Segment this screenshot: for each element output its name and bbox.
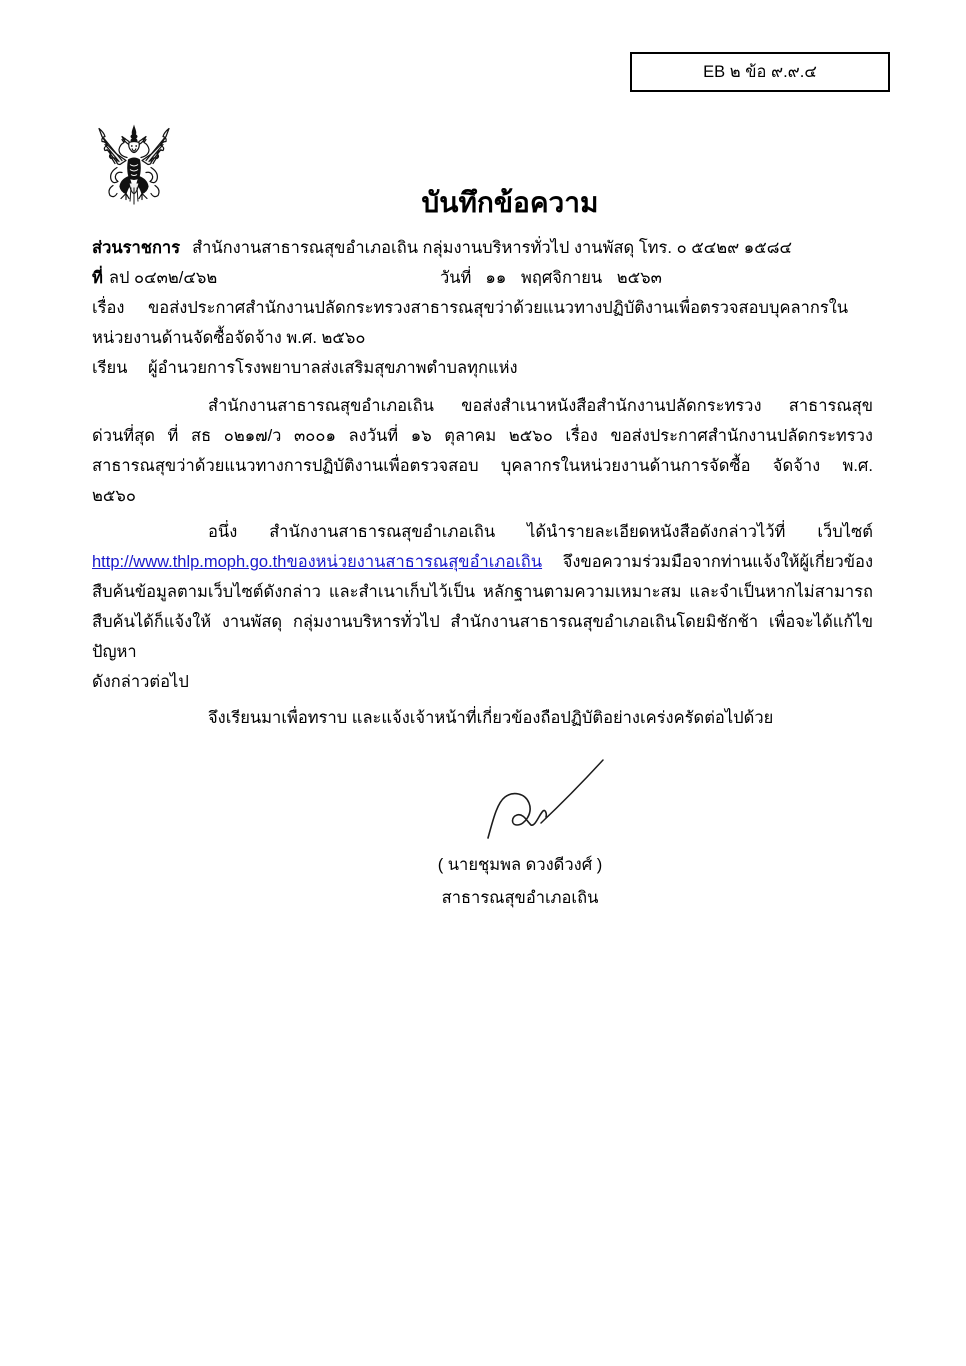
recipient-label: เรียน	[92, 359, 128, 377]
number-value: ลป ๐๔๓๒/๔๖๒	[108, 269, 218, 287]
number-date-line	[92, 263, 873, 293]
memo-content	[92, 233, 873, 913]
paragraph-3	[92, 703, 873, 733]
reference-code: EB ๒ ข้อ ๙.๙.๔	[703, 63, 817, 81]
date-value: ๑๑ พฤศจิกายน ๒๕๖๓	[485, 269, 662, 287]
subject-line-continued: หน่วยงานด้านจัดซื้อจัดจ้าง พ.ศ. ๒๕๖๐	[92, 329, 366, 347]
number-label: ที่	[92, 269, 103, 287]
date-field	[440, 263, 662, 293]
paragraph-line-text: จึงขอความร่วมมือจากท่านแจ้งให้ผู้เกี่ยวข้อง	[562, 553, 873, 571]
paragraph-1	[92, 391, 873, 511]
website-link[interactable]: http://www.thlp.moph.go.thของหน่วยงานสาธารณสุขอำเภอเถิน	[92, 553, 543, 571]
paragraph-line: ดังกล่าวต่อไป	[92, 673, 189, 691]
recipient-line	[92, 353, 873, 383]
subject-text: ขอส่งประกาศสำนักงานปลัดกระทรวงสาธารณสุขว่าด้วยแนวทางปฏิบัติงานเพื่อตรวจสอบบุคลากรใน	[148, 299, 849, 317]
paragraph-line-with-link	[92, 547, 873, 577]
paragraph-line: ด่วนที่สุด ที่ สธ ๐๒๑๗/ว ๓๐๐๑ ลงวันที่ ๑๖ ตุลาคม ๒๕๖๐ เรื่อง ขอส่งประกาศสำนักงานปลัดกระทรวง	[92, 427, 873, 445]
subject-line	[92, 293, 873, 323]
recipient-text: ผู้อำนวยการโรงพยาบาลส่งเสริมสุขภาพตำบลทุกแห่ง	[148, 359, 518, 377]
garuda-emblem	[95, 123, 173, 208]
paragraph-line: อนึ่ง สำนักงานสาธารณสุขอำเภอเถิน ได้นำรายละเอียดหนังสือดังกล่าวไว้ที่ เว็บไซต์	[208, 523, 873, 541]
signatory-name: ( นายชุมพล ดวงดีวงศ์ )	[437, 856, 603, 874]
date-label: วันที่	[440, 269, 472, 287]
subject-label: เรื่อง	[92, 299, 125, 317]
paragraph-line: สืบค้นข้อมูลตามเว็บไซต์ดังกล่าว และสำเนาเก็บไว้เป็น หลักฐานตามความเหมาะสม และจำเป็นหากไม่สามารถ	[92, 583, 873, 601]
paragraph-line: ๒๕๖๐	[92, 487, 136, 505]
memo-title: บันทึกข้อความ	[421, 187, 599, 218]
signatory-position: สาธารณสุขอำเภอเถิน	[441, 889, 599, 907]
paragraph-2	[92, 517, 873, 697]
department-value: สำนักงานสาธารณสุขอำเภอเถิน กลุ่มงานบริหารทั่วไป งานพัสดุ โทร. ๐ ๕๔๒๙ ๑๕๘๔	[192, 239, 792, 257]
closing-line: จึงเรียนมาเพื่อทราบ และแจ้งเจ้าหน้าที่เกี่ยวข้องถือปฏิบัติอย่างเคร่งครัดต่อไปด้วย	[208, 709, 774, 727]
paragraph-line: สำนักงานสาธารณสุขอำเภอเถิน ขอส่งสำเนาหนังสือสำนักงานปลัดกระทรวง สาธารณสุข	[208, 397, 873, 415]
handwritten-signature	[485, 755, 610, 845]
paragraph-line: สืบค้นได้ก็แจ้งให้ งานพัสดุ กลุ่มงานบริหารทั่วไป สำนักงานสาธารณสุขอำเภอเถินโดยมิชักช้า เพื่อจะได้แก้ไขปัญหา	[92, 613, 873, 661]
department-line	[92, 233, 873, 263]
reference-box	[630, 52, 890, 92]
paragraph-line: สาธารณสุขว่าด้วยแนวทางการปฏิบัติงานเพื่อตรวจสอบ บุคลากรในหน่วยงานด้านการจัดซื้อ จัดจ้าง พ.ศ.	[92, 457, 873, 475]
department-label: ส่วนราชการ	[92, 239, 181, 257]
